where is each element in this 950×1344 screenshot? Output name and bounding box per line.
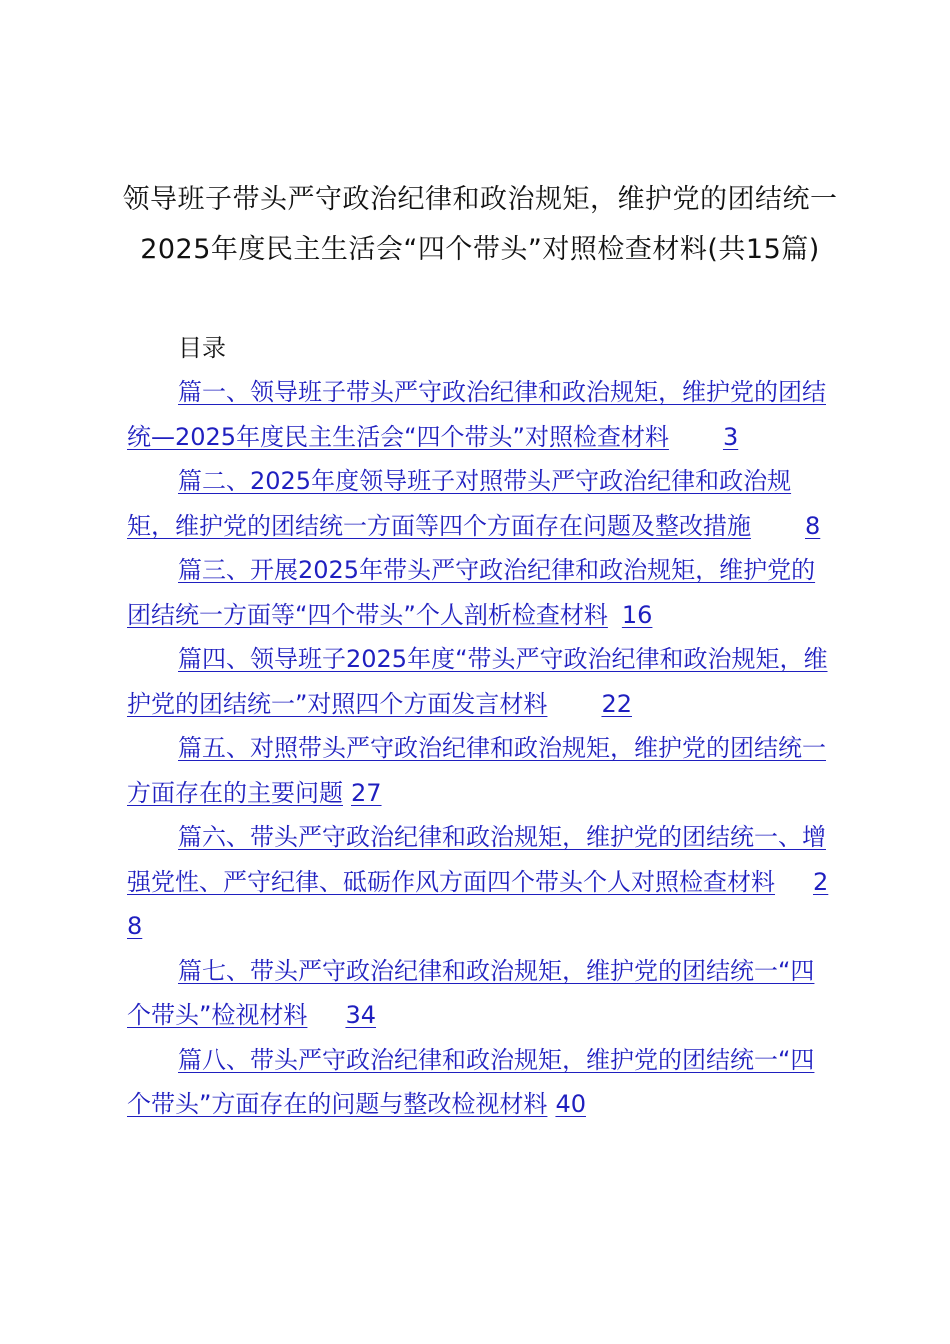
toc-entry-page: 34 <box>345 1001 376 1029</box>
toc-entry-page: 40 <box>555 1090 586 1118</box>
toc-entry-1[interactable] <box>127 370 837 459</box>
toc-entry-text: 篇五、对照带头严守政治纪律和政治规矩，维护党的团结统一方面存在的主要问题 <box>127 734 826 807</box>
toc-entry-page: 8 <box>805 511 821 540</box>
toc-entry-7[interactable] <box>127 949 837 1038</box>
toc-heading: 目录 <box>178 334 226 362</box>
toc-entry-text: 篇四、领导班子2025年度“带头严守政治纪律和政治规矩，维护党的团结统一”对照四个方面发言材料 <box>127 645 828 718</box>
toc-entry-text: 篇八、带头严守政治纪律和政治规矩，维护党的团结统一“四个带头”方面存在的问题与整改检视材料 <box>127 1045 815 1118</box>
toc-entry-text: 篇三、开展2025年带头严守政治纪律和政治规矩，维护党的团结统一方面等“四个带头”个人剖析检查材料 <box>127 556 816 629</box>
toc-entry-text: 篇七、带头严守政治纪律和政治规矩，维护党的团结统一“四个带头”检视材料 <box>127 956 815 1029</box>
toc-entry-text: 篇六、带头严守政治纪律和政治规矩，维护党的团结统一、增强党性、严守纪律、砥砺作风方面四个带头个人对照检查材料 <box>127 823 826 896</box>
toc-entry-page: 16 <box>621 600 653 629</box>
toc-entry-4[interactable] <box>127 637 837 726</box>
document-title: 领导班子带头严守政治纪律和政治规矩，维护党的团结统一2025年度民主生活会“四个带头”对照检查材料(共15篇) <box>122 184 838 265</box>
toc-entry-page: 22 <box>601 689 632 718</box>
table-of-contents <box>127 370 837 1127</box>
toc-entry-text: 篇二、2025年度领导班子对照带头严守政治纪律和政治规矩，维护党的团结统一方面等四个方面存在问题及整改措施 <box>127 467 792 540</box>
toc-entry-page: 28 <box>127 867 829 940</box>
toc-entry-2[interactable] <box>127 459 837 548</box>
toc-entry-3[interactable] <box>127 548 837 637</box>
toc-entry-8[interactable] <box>127 1038 837 1127</box>
toc-entry-5[interactable] <box>127 726 837 815</box>
toc-entry-page: 3 <box>722 422 739 451</box>
toc-entry-text: 篇一、领导班子带头严守政治纪律和政治规矩，维护党的团结统—2025年度民主生活会“四个带头”对照检查材料 <box>127 378 826 451</box>
toc-entry-6[interactable] <box>127 815 837 949</box>
toc-entry-page: 27 <box>351 778 382 807</box>
